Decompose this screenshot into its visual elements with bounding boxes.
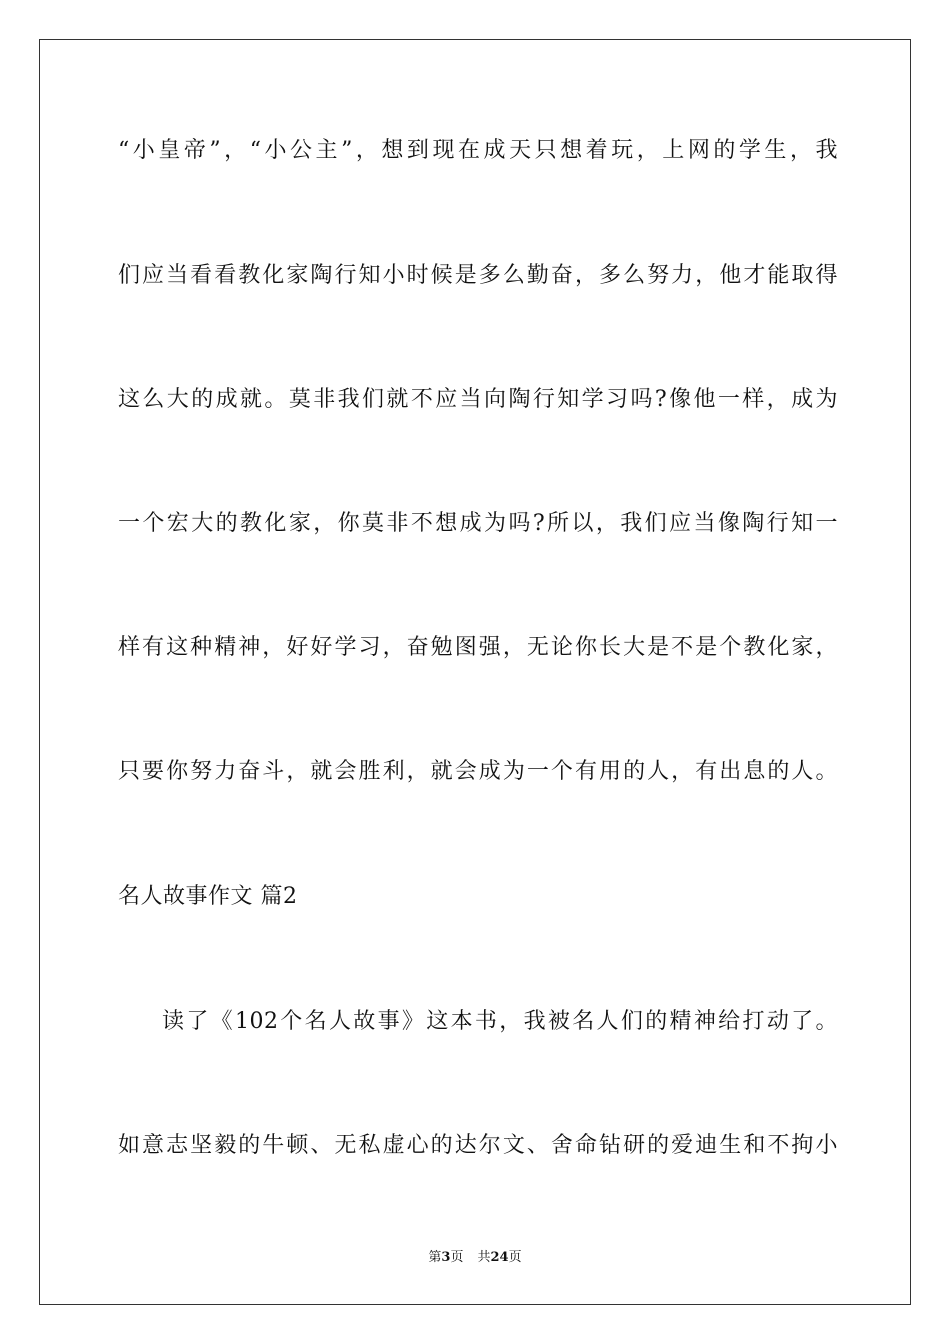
body-text-line: 只要你努力奋斗，就会胜利，就会成为一个有用的人，有出息的人。	[118, 759, 838, 784]
body-text-line: “小皇帝”，“小公主”，想到现在成天只想着玩，上网的学生，我	[118, 138, 838, 163]
body-text-line: 这么大的成就。莫非我们就不应当向陶行知学习吗?像他一样，成为	[118, 387, 838, 412]
body-text-line: 们应当看看教化家陶行知小时候是多么勤奋，多么努力，他才能取得	[118, 263, 838, 288]
body-text-line: 如意志坚毅的牛顿、无私虚心的达尔文、舍命钻研的爱迪生和不拘小	[118, 1133, 838, 1158]
total-pages: 24	[490, 1250, 509, 1265]
total-suffix: 页	[508, 1250, 522, 1265]
page-number: 3	[441, 1250, 451, 1265]
section-heading: 名人故事作文 篇2	[118, 884, 298, 909]
body-text-line: 一个宏大的教化家，你莫非不想成为吗?所以，我们应当像陶行知一	[118, 511, 838, 536]
page-suffix: 页	[450, 1250, 464, 1265]
page-prefix: 第	[428, 1250, 442, 1265]
total-prefix: 共	[477, 1250, 491, 1265]
page-frame	[39, 39, 911, 1305]
page-footer	[0, 1249, 950, 1267]
body-text-line: 样有这种精神，好好学习，奋勉图强，无论你长大是不是个教化家，	[118, 635, 838, 660]
body-text-line: 读了《102个名人故事》这本书，我被名人们的精神给打动了。	[162, 1009, 838, 1034]
